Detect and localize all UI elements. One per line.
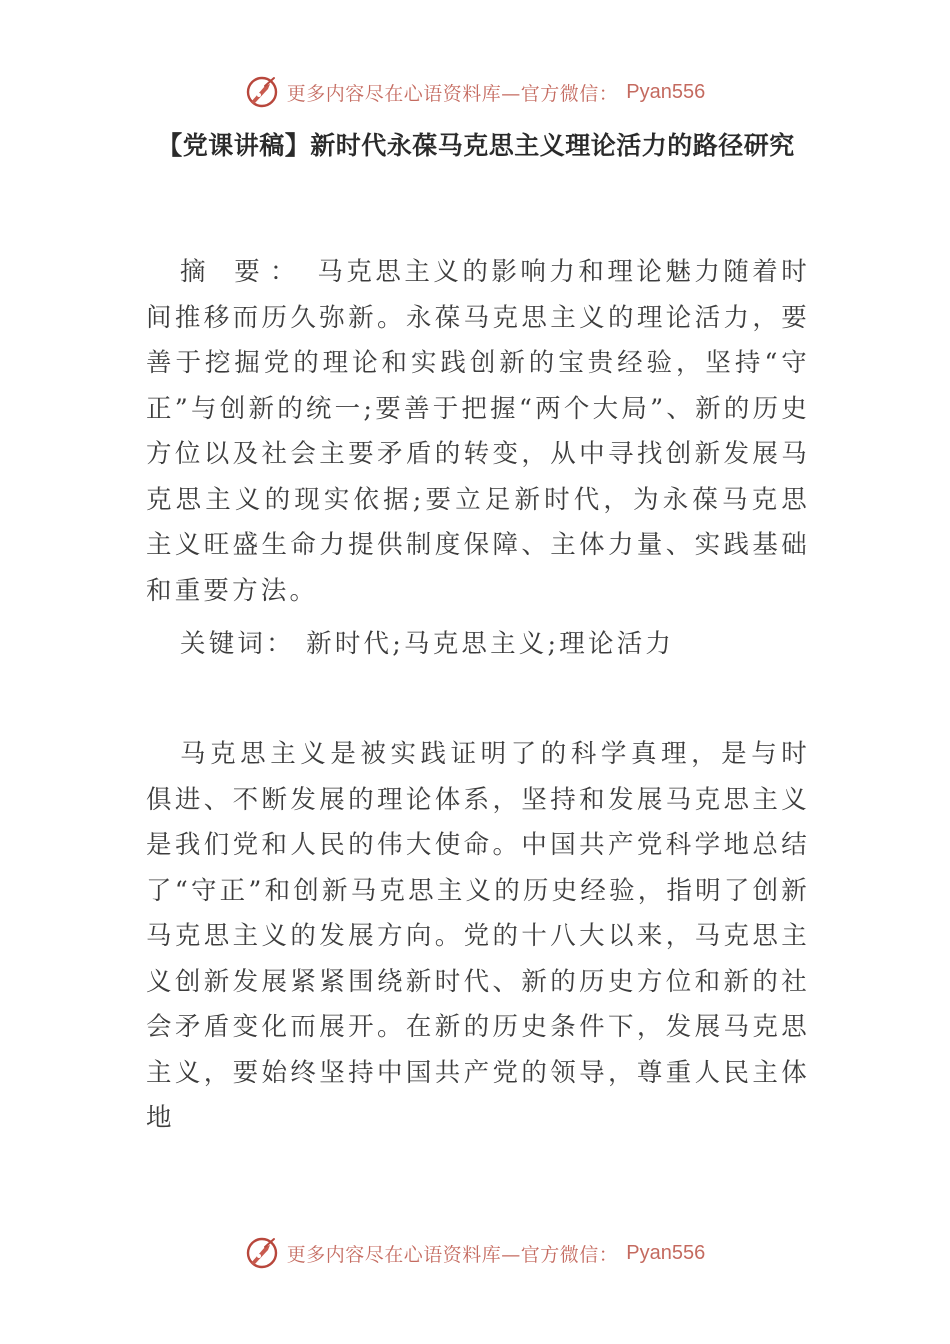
keywords-paragraph	[146, 622, 810, 668]
watermark-text: 更多内容尽在心语资料库—官方微信：	[286, 1243, 619, 1266]
body-paragraph-1: 马克思主义是被实践证明了的科学真理，是与时俱进、不断发展的理论体系，坚持和发展马克思主义是我们党和人民的伟大使命。中国共产党科学地总结了“守正”和创新马克思主义的历史经验，指明了创新马克思主义的发展方向。党的十八大以来，马克思主义创新发展紧紧围绕新时代、新的历史方位和新的社会矛盾变化而展开。在新的历史条件下，发展马克思主义，要始终坚持中国共产党的领导，尊重人民主体地	[146, 739, 810, 1133]
document-title: 【党课讲稿】新时代永葆马克思主义理论活力的路径研究	[157, 131, 795, 160]
keywords-text: 新时代;马克思主义;理论活力	[294, 629, 675, 659]
watermark-header	[0, 74, 950, 110]
abstract-label: 摘 要：	[180, 257, 306, 287]
pen-nib-circle-icon	[245, 1236, 279, 1270]
abstract-paragraph	[146, 250, 810, 614]
watermark-footer	[0, 1235, 950, 1271]
pen-nib-circle-icon	[245, 75, 279, 109]
abstract-text: 马克思主义的影响力和理论魅力随着时间推移而历久弥新。永葆马克思主义的理论活力，要善于挖掘党的理论和实践创新的宝贵经验，坚持“守正”与创新的统一;要善于把握“两个大局”、新的历史方位以及社会主要矛盾的转变，从中寻找创新发展马克思主义的现实依据;要立足新时代，为永葆马克思主义旺盛生命力提供制度保障、主体力量、实践基础和重要方法。	[146, 257, 810, 606]
keywords-label: 关键词：	[180, 629, 295, 659]
watermark-wechat-id: Pyan556	[626, 80, 706, 103]
watermark-wechat-id: Pyan556	[626, 1241, 706, 1264]
watermark-text: 更多内容尽在心语资料库—官方微信：	[286, 82, 619, 105]
